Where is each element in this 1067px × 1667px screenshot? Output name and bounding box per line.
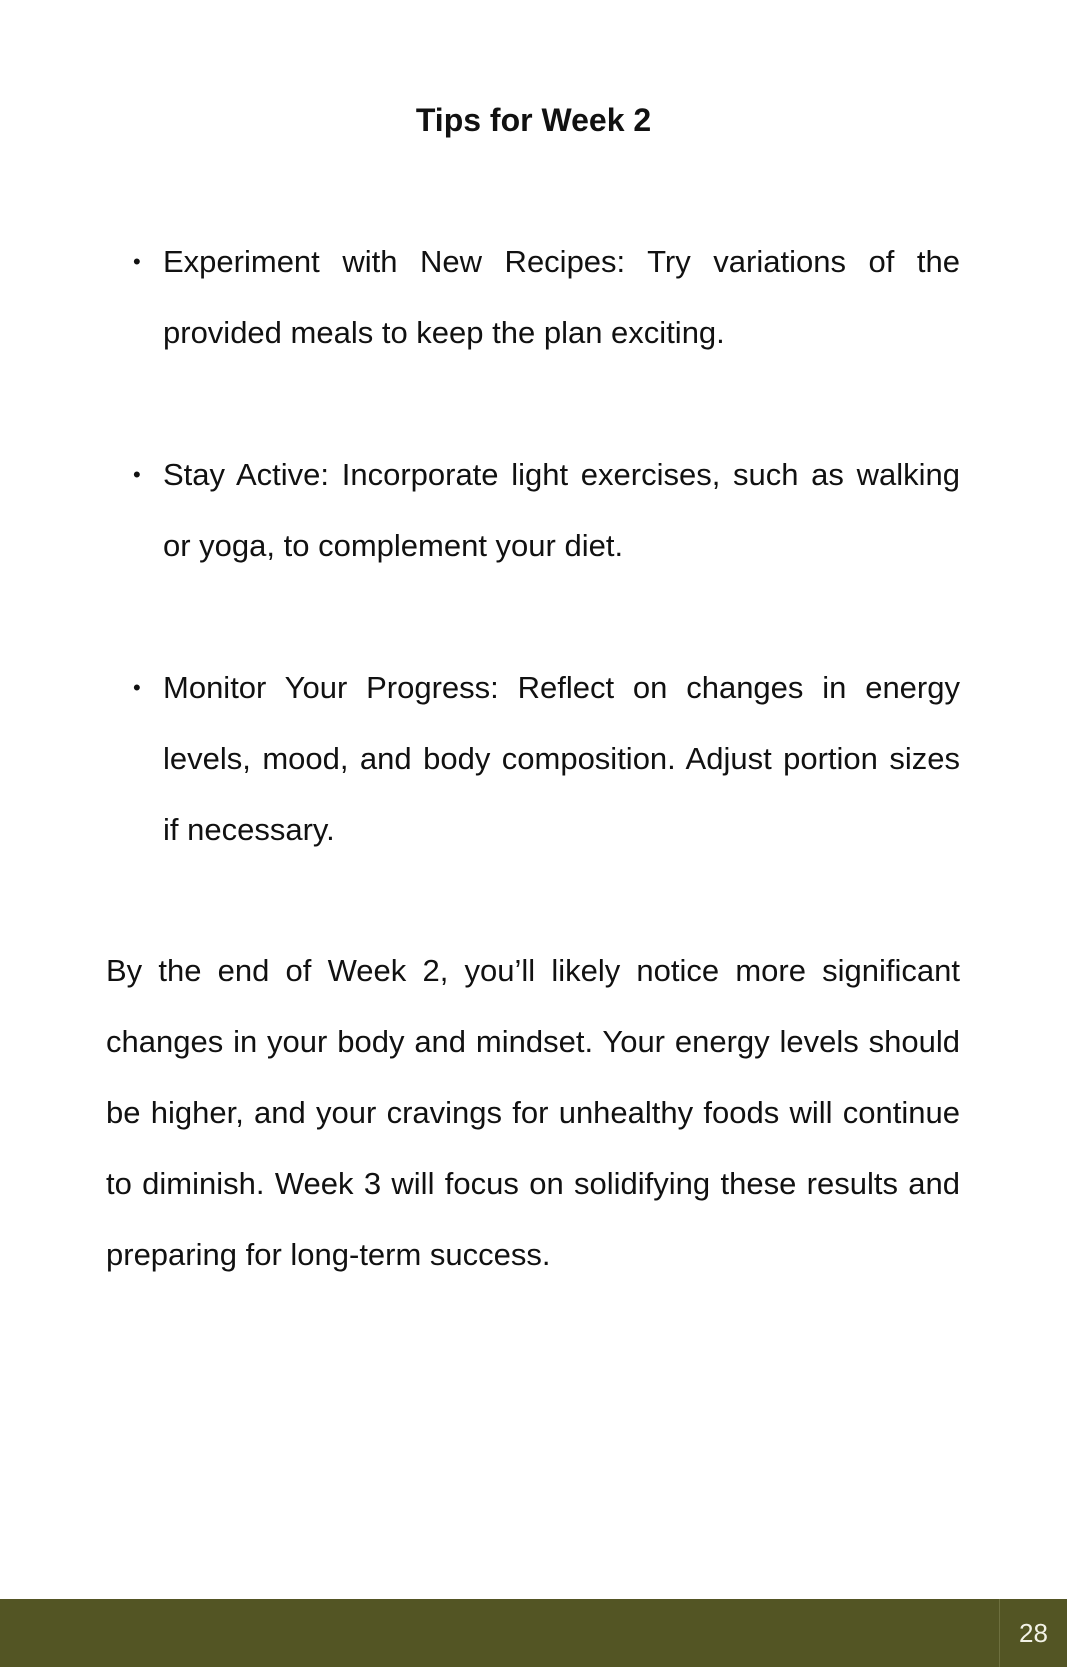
list-item [106,652,960,865]
bullet-icon: • [133,249,141,274]
page-number: 28 [999,1599,1067,1667]
tip-text: Experiment with New Recipes: Try variations of the provided meals to keep the plan exciting. [163,244,960,350]
tips-list [106,226,960,936]
page-title: Tips for Week 2 [415,102,652,138]
bullet-icon: • [133,675,141,700]
list-item [106,439,960,581]
tip-text: Stay Active: Incorporate light exercises, such as walking or yoga, to complement your diet. [163,457,960,563]
list-item [106,226,960,368]
tip-text: Monitor Your Progress: Reflect on changes in energy levels, mood, and body composition. Adjust portion sizes if necessary. [163,670,960,847]
footer-bar [0,1599,1067,1667]
summary-paragraph: By the end of Week 2, you’ll likely notice more significant changes in your body and mindset. Your energy levels should be higher, and your cravings for unhealthy foods will continue to diminish. Week 3 will focus on solidifying these results and preparing for long-term success. [106,953,960,1272]
bullet-icon: • [133,462,141,487]
